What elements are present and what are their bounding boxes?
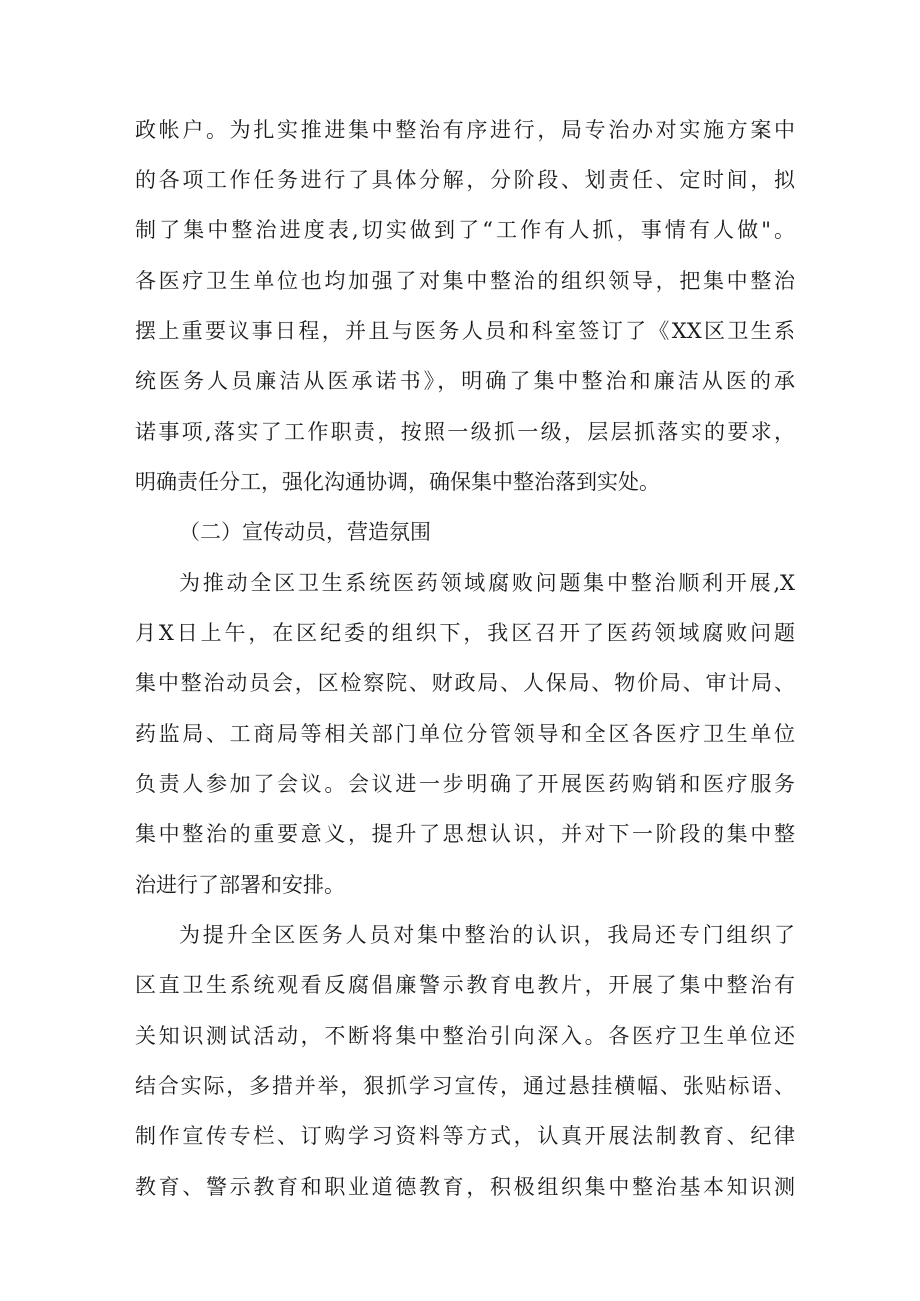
paragraph-2-line-3: 集中整治动员会，区检察院、财政局、人保局、物价局、审计局、 — [135, 671, 795, 695]
paragraph-2-line-1: 为推动全区卫生系统医药领域腐败问题集中整治顺利开展,X — [179, 571, 795, 595]
paragraph-1-line-8: 明确责任分工，强化沟通协调，确保集中整治落到实处。 — [135, 470, 660, 494]
paragraph-1-line-3: 制了集中整治进度表,切实做到了“工作有人抓，事情有人做"。 — [135, 218, 795, 242]
paragraph-2-line-5: 负责人参加了会议。会议进一步明确了开展医药购销和医疗服务 — [135, 772, 795, 796]
section-heading: （二）宣传动员，营造氛围 — [179, 520, 431, 544]
paragraph-3-line-3: 关知识测试活动，不断将集中整治引向深入。各医疗卫生单位还 — [135, 1024, 795, 1048]
paragraph-1-line-2: 的各项工作任务进行了具体分解，分阶段、划责任、定时间，拟 — [135, 168, 795, 192]
paragraph-3-line-5: 制作宣传专栏、订购学习资料等方式，认真开展法制教育、纪律 — [135, 1124, 795, 1148]
paragraph-2-line-7: 治进行了部署和安排。 — [135, 873, 345, 897]
paragraph-1-line-5: 摆上重要议事日程，并且与医务人员和科室签订了《XX区卫生系 — [135, 319, 795, 343]
paragraph-3-line-6: 教育、警示教育和职业道德教育，积极组织集中整治基本知识测 — [135, 1175, 795, 1199]
paragraph-1-line-4: 各医疗卫生单位也均加强了对集中整治的组织领导，把集中整治 — [135, 269, 795, 293]
paragraph-3-line-1: 为提升全区医务人员对集中整治的认识，我局还专门组织了 — [179, 923, 795, 947]
paragraph-1-line-7: 诺事项,落实了工作职责，按照一级抓一级，层层抓落实的要求， — [135, 420, 795, 444]
paragraph-1-line-6: 统医务人员廉洁从医承诺书》，明确了集中整治和廉洁从医的承 — [135, 369, 795, 393]
paragraph-3-line-4: 结合实际，多措并举，狠抓学习宣传，通过悬挂横幅、张贴标语、 — [135, 1074, 795, 1098]
paragraph-2-line-2: 月X日上午，在区纪委的组织下，我区召开了医药领域腐败问题 — [135, 621, 795, 645]
paragraph-2-line-6: 集中整治的重要意义，提升了思想认识，并对下一阶段的集中整 — [135, 822, 795, 846]
paragraph-3-line-2: 区直卫生系统观看反腐倡廉警示教育电教片，开展了集中整治有 — [135, 973, 795, 997]
paragraph-1-line-1: 政帐户。为扎实推进集中整治有序进行，局专治办对实施方案中 — [135, 118, 795, 142]
paragraph-2-line-4: 药监局、工商局等相关部门单位分管领导和全区各医疗卫生单位 — [135, 722, 795, 746]
